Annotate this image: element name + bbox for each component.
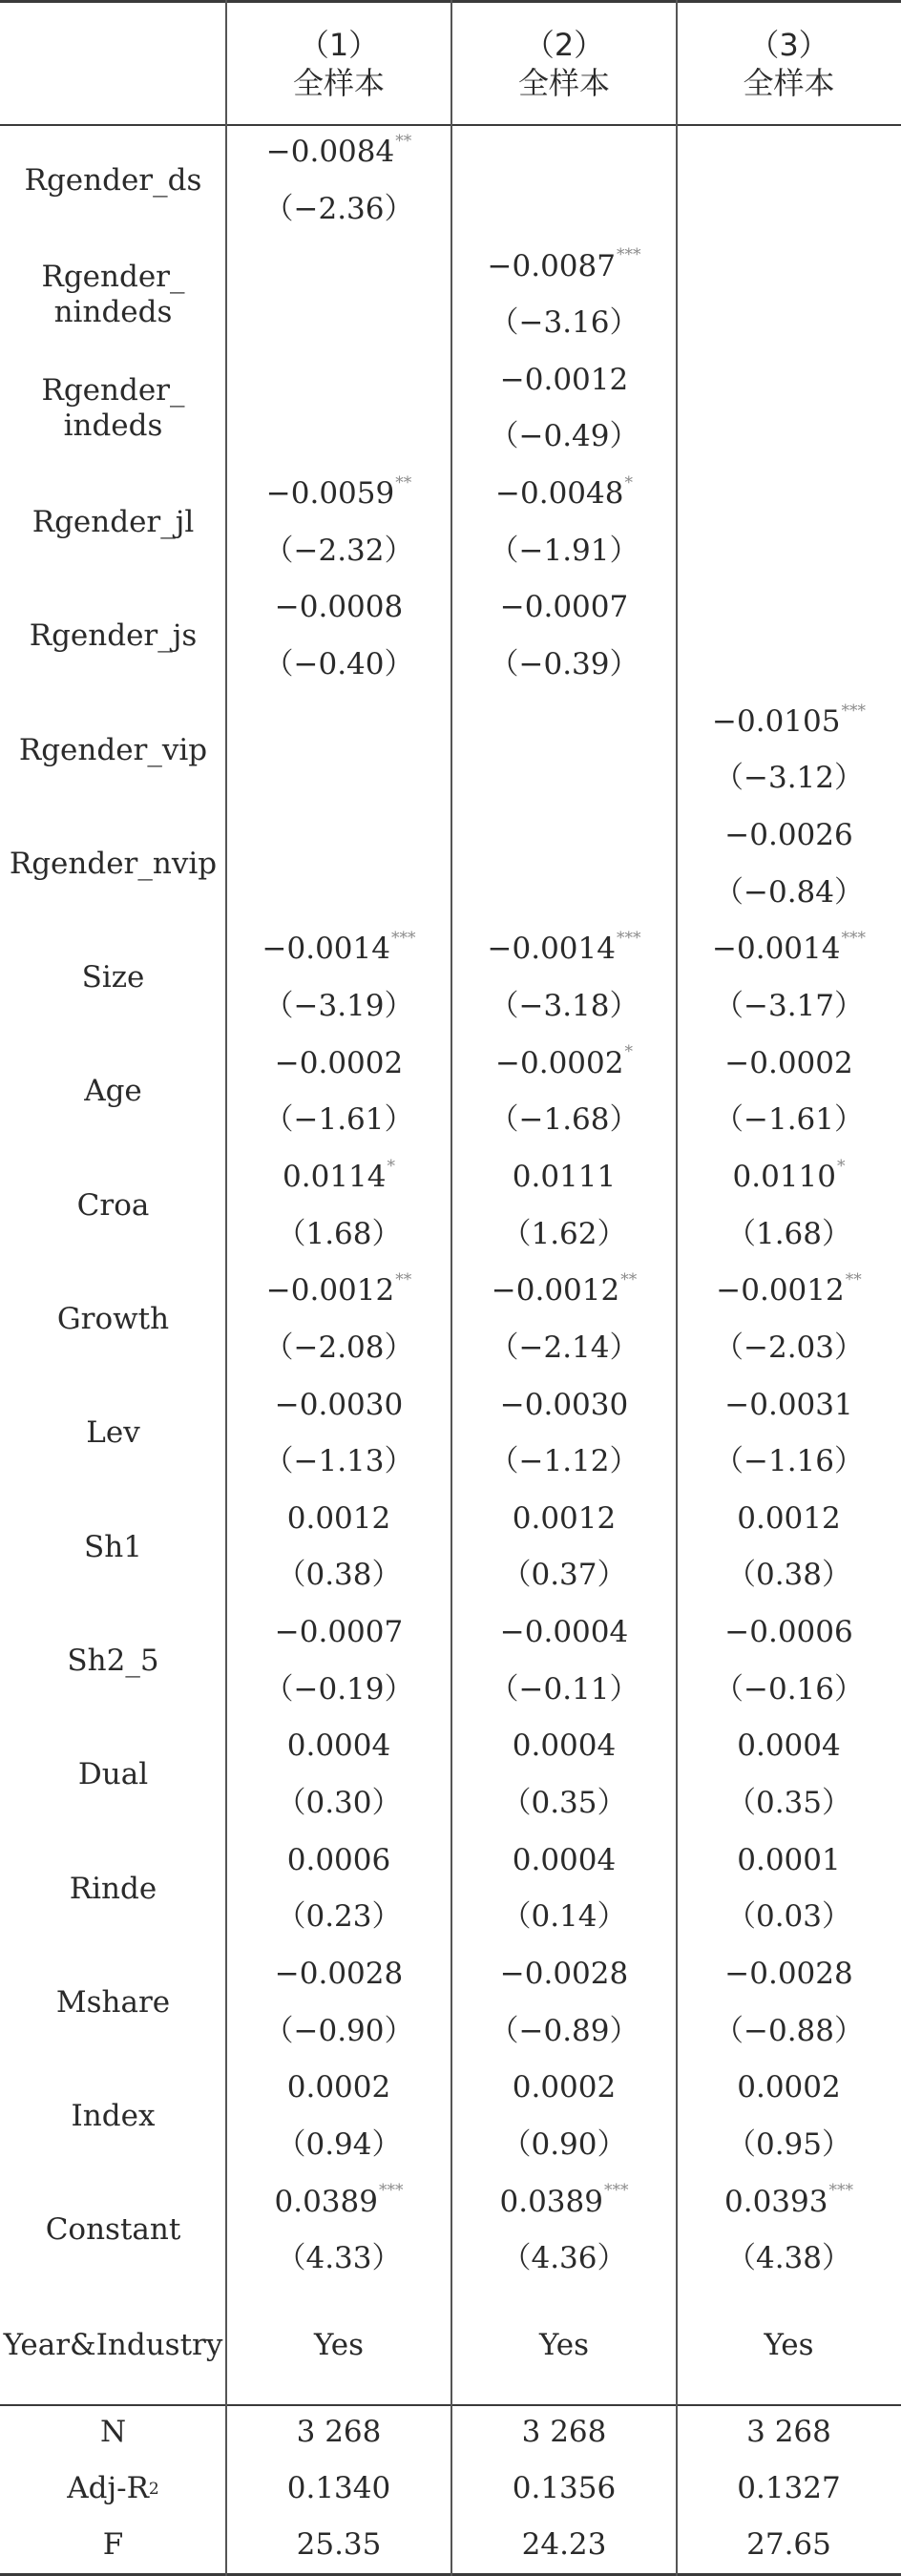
stat-value: 24.23 [521, 2526, 607, 2562]
t-statistic-cell [677, 523, 901, 580]
coefficient-cell [451, 807, 677, 865]
t-statistic-cell: （−2.08） [263, 1330, 414, 1365]
coefficient-cell [451, 2173, 677, 2230]
stat-label [0, 2517, 226, 2573]
row-label: Rgender_nvip [9, 846, 218, 881]
t-statistic-cell: （0.38） [725, 1558, 852, 1593]
coefficient-cell [226, 1035, 451, 1092]
coefficient-value: 0.0114 [283, 1159, 387, 1194]
coefficient-cell [451, 1149, 677, 1206]
stat-label-text: N [99, 2414, 127, 2449]
stat-value: 0.1356 [512, 2470, 617, 2505]
coefficient-value: −0.0012 [491, 1273, 620, 1309]
coefficient-cell [451, 1263, 677, 1320]
coefficient-cell [226, 238, 451, 295]
significance-stars: * [387, 1156, 395, 1176]
coefficient-value: 0.0012 [737, 1500, 841, 1536]
t-statistic-cell: （1.68） [725, 1216, 852, 1251]
t-statistic-cell: （−0.49） [489, 419, 639, 454]
coefficient-cell [226, 1946, 451, 2003]
coefficient-value: −0.0002 [274, 1045, 404, 1080]
coefficient-value: 0.0389 [274, 2184, 378, 2219]
coefficient-cell [451, 1718, 677, 1775]
t-statistic-cell: （4.33） [276, 2241, 402, 2276]
t-statistic-cell [226, 408, 451, 466]
coefficient-value: −0.0028 [724, 1957, 853, 1992]
row-label: Index [71, 2099, 156, 2134]
coefficient-cell [226, 579, 451, 637]
t-statistic-cell: （0.03） [725, 1899, 852, 1935]
significance-stars: ** [395, 472, 412, 492]
coefficient-cell [451, 921, 677, 978]
coefficient-cell [226, 1376, 451, 1434]
coefficient-cell [677, 1491, 901, 1548]
stat-label [0, 2404, 226, 2461]
coefficient-cell [226, 2173, 451, 2230]
coefficient-value: 0.0002 [737, 2070, 841, 2105]
coefficient-cell [451, 124, 677, 181]
coefficient-value: −0.0059 [265, 476, 395, 512]
t-statistic-cell: （0.14） [501, 1899, 627, 1935]
stat-value: 27.65 [746, 2526, 831, 2562]
t-statistic-cell [226, 295, 451, 352]
t-statistic-cell: （−0.84） [714, 874, 864, 910]
coefficient-value: 0.0001 [737, 1842, 841, 1877]
coefficient-value: 0.0012 [286, 1500, 391, 1536]
t-statistic-cell: （−1.61） [714, 1102, 864, 1138]
year-industry-label: Year&Industry [3, 2328, 223, 2363]
coefficient-cell [226, 352, 451, 409]
coefficient-cell [677, 1035, 901, 1092]
row-label: Rgender_ds [24, 163, 202, 199]
year-industry-value: Yes [764, 2328, 814, 2363]
row-label: Croa [76, 1187, 150, 1223]
coefficient-value: 0.0002 [286, 2070, 391, 2105]
coefficient-cell [451, 466, 677, 523]
row-label: Rinde [69, 1871, 157, 1906]
stat-value: 3 268 [296, 2414, 382, 2449]
coefficient-value: −0.0007 [499, 590, 629, 625]
t-statistic-cell: （−3.17） [714, 988, 864, 1023]
coefficient-value: −0.0084 [265, 135, 395, 170]
t-statistic-cell: （0.95） [725, 2126, 852, 2162]
t-statistic-cell: （−1.12） [489, 1444, 639, 1479]
coefficient-cell [226, 921, 451, 978]
t-statistic-cell [677, 295, 901, 352]
column-header-2 [451, 4, 677, 124]
coefficient-value: 0.0393 [724, 2184, 828, 2219]
stat-label-text: F [102, 2526, 124, 2562]
t-statistic-cell [677, 637, 901, 694]
row-label: Rgender_vip [18, 732, 208, 767]
significance-stars: * [624, 472, 633, 492]
row-label: Growth [56, 1302, 170, 1337]
stat-label-text: Adj-R [67, 2470, 149, 2505]
row-label: Rgender_jl [31, 504, 195, 539]
coefficient-cell [677, 921, 901, 978]
coefficient-value: 0.0004 [737, 1728, 841, 1764]
row-label: Dual [77, 1757, 149, 1792]
t-statistic-cell: （−0.16） [714, 1671, 864, 1707]
coefficient-cell [226, 2060, 451, 2117]
t-statistic-cell: （−2.32） [263, 533, 414, 568]
coefficient-cell [677, 1263, 901, 1320]
coefficient-cell [226, 1604, 451, 1662]
coefficient-value: 0.0389 [499, 2184, 603, 2219]
coefficient-cell [677, 807, 901, 865]
coefficient-value: −0.0031 [724, 1387, 853, 1422]
coefficient-cell [226, 1491, 451, 1548]
coefficient-cell [677, 694, 901, 751]
coefficient-value: −0.0028 [274, 1957, 404, 1992]
row-label: Lev [86, 1415, 140, 1451]
coefficient-cell [677, 1604, 901, 1662]
coefficient-cell [226, 1149, 451, 1206]
t-statistic-cell: （−2.14） [489, 1330, 639, 1365]
significance-stars: * [836, 1156, 846, 1176]
coefficient-cell [451, 1035, 677, 1092]
coefficient-value: −0.0014 [262, 932, 390, 967]
significance-stars: *** [378, 2181, 404, 2201]
coefficient-cell [226, 694, 451, 751]
coefficient-cell [226, 1263, 451, 1320]
row-label: Age [84, 1074, 142, 1109]
coefficient-cell [451, 352, 677, 409]
coefficient-cell [451, 579, 677, 637]
coefficient-value: −0.0030 [274, 1387, 404, 1422]
column-number: （2） [523, 27, 605, 63]
coefficient-value: −0.0002 [724, 1045, 853, 1080]
t-statistic-cell: （0.35） [725, 1786, 852, 1821]
stat-label: Adj-R 2 [67, 2470, 159, 2505]
coefficient-value: −0.0105 [712, 703, 841, 739]
t-statistic-cell: （−0.90） [263, 2013, 414, 2048]
stat-value: 25.35 [296, 2526, 382, 2562]
coefficient-value: 0.0012 [512, 1500, 617, 1536]
row-label: Rgender_ nindeds [41, 259, 185, 329]
coefficient-value: −0.0012 [499, 362, 629, 397]
coefficient-value: 0.0110 [732, 1159, 836, 1194]
coefficient-cell [677, 2173, 901, 2230]
coefficient-value: −0.0004 [499, 1615, 629, 1650]
coefficient-value: 0.0004 [512, 1842, 617, 1877]
significance-stars: *** [616, 245, 641, 265]
row-label: Sh2_5 [67, 1643, 159, 1678]
significance-stars: *** [841, 929, 866, 949]
significance-stars: *** [616, 929, 641, 949]
row-label: Constant [45, 2212, 181, 2248]
coefficient-value: 0.0006 [286, 1842, 391, 1877]
t-statistic-cell: （−3.19） [263, 988, 414, 1023]
stat-value: 0.1340 [286, 2470, 391, 2505]
t-statistic-cell: （−1.68） [489, 1102, 639, 1138]
t-statistic-cell: （−0.11） [489, 1671, 639, 1707]
coefficient-value: −0.0012 [265, 1273, 395, 1309]
coefficient-cell [677, 1149, 901, 1206]
t-statistic-cell: （−3.18） [489, 988, 639, 1023]
coefficient-cell [677, 1718, 901, 1775]
coefficient-cell [677, 238, 901, 295]
t-statistic-cell: （−3.16） [489, 305, 639, 341]
t-statistic-cell [451, 750, 677, 807]
t-statistic-cell: （0.38） [276, 1558, 402, 1593]
t-statistic-cell: （1.62） [501, 1216, 627, 1251]
coefficient-cell [451, 1946, 677, 2003]
t-statistic-cell [677, 181, 901, 239]
coefficient-value: −0.0026 [724, 818, 853, 853]
t-statistic-cell [451, 864, 677, 921]
coefficient-value: −0.0007 [274, 1615, 404, 1650]
coefficient-value: −0.0087 [487, 248, 616, 283]
coefficient-value: −0.0030 [499, 1387, 629, 1422]
significance-stars: * [624, 1042, 633, 1062]
t-statistic-cell: （−1.61） [263, 1102, 414, 1138]
coefficient-cell [226, 807, 451, 865]
coefficient-cell [677, 124, 901, 181]
coefficient-cell [677, 1833, 901, 1890]
coefficient-value: 0.0004 [512, 1728, 617, 1764]
column-label: 全样本 [517, 65, 610, 101]
t-statistic-cell: （−0.88） [714, 2013, 864, 2048]
row-label: Rgender_ indeds [41, 373, 185, 444]
t-statistic-cell [677, 408, 901, 466]
coefficient-value: −0.0014 [487, 932, 616, 967]
coefficient-cell [677, 2060, 901, 2117]
coefficient-value: 0.0111 [512, 1159, 617, 1194]
coefficient-value: −0.0002 [495, 1045, 624, 1080]
t-statistic-cell: （1.68） [276, 1216, 402, 1251]
significance-stars: ** [845, 1270, 862, 1289]
stat-value: 3 268 [521, 2414, 607, 2449]
t-statistic-cell: （−2.36） [263, 191, 414, 226]
coefficient-cell [677, 1946, 901, 2003]
t-statistic-cell: （−0.89） [489, 2013, 639, 2048]
column-label: 全样本 [743, 65, 835, 101]
coefficient-cell [677, 352, 901, 409]
column-number: （1） [298, 27, 380, 63]
coefficient-cell [451, 238, 677, 295]
coefficient-cell [451, 1604, 677, 1662]
row-label: Rgender_js [29, 618, 198, 654]
coefficient-cell [226, 1833, 451, 1890]
significance-stars: *** [828, 2181, 853, 2201]
column-number: （3） [748, 27, 829, 63]
coefficient-value: −0.0048 [495, 476, 624, 512]
column-label: 全样本 [292, 65, 385, 101]
t-statistic-cell: （0.23） [276, 1899, 402, 1935]
t-statistic-cell: （−1.13） [263, 1444, 414, 1479]
t-statistic-cell: （0.90） [501, 2126, 627, 2162]
t-statistic-cell: （4.36） [501, 2241, 627, 2276]
t-statistic-cell: （0.94） [276, 2126, 402, 2162]
coefficient-value: 0.0004 [286, 1728, 391, 1764]
coefficient-cell [451, 694, 677, 751]
significance-stars: ** [395, 132, 412, 151]
coefficient-value: −0.0028 [499, 1957, 629, 1992]
t-statistic-cell: （−3.12） [714, 761, 864, 796]
t-statistic-cell: （0.37） [501, 1558, 627, 1593]
year-industry-value: Yes [313, 2328, 365, 2363]
significance-stars: *** [841, 701, 866, 721]
t-statistic-cell: （−0.39） [489, 647, 639, 682]
significance-stars: *** [390, 929, 416, 949]
year-industry-value: Yes [538, 2328, 590, 2363]
coefficient-value: −0.0012 [716, 1273, 845, 1309]
t-statistic-cell: （0.35） [501, 1786, 627, 1821]
coefficient-cell [677, 579, 901, 637]
coefficient-cell [226, 1718, 451, 1775]
significance-stars: ** [395, 1270, 412, 1289]
coefficient-value: 0.0002 [512, 2070, 617, 2105]
coefficient-cell [451, 1833, 677, 1890]
coefficient-cell [677, 466, 901, 523]
coefficient-cell [226, 124, 451, 181]
t-statistic-cell [226, 750, 451, 807]
t-statistic-cell: （0.30） [276, 1786, 402, 1821]
row-label: Size [81, 960, 145, 995]
t-statistic-cell [451, 181, 677, 239]
coefficient-cell [451, 1491, 677, 1548]
row-label: Sh1 [84, 1529, 142, 1564]
row-label: Mshare [55, 1984, 171, 2020]
column-header-1 [226, 4, 451, 124]
t-statistic-cell: （−0.19） [263, 1671, 414, 1707]
coefficient-value: −0.0006 [724, 1615, 853, 1650]
t-statistic-cell: （−0.40） [263, 647, 414, 682]
coefficient-cell [677, 1376, 901, 1434]
stat-value: 3 268 [746, 2414, 831, 2449]
coefficient-value: −0.0014 [712, 932, 841, 967]
t-statistic-cell: （−1.91） [489, 533, 639, 568]
coefficient-value: −0.0008 [274, 590, 404, 625]
significance-stars: ** [620, 1270, 638, 1289]
t-statistic-cell [226, 864, 451, 921]
coefficient-cell [451, 2060, 677, 2117]
t-statistic-cell: （−2.03） [714, 1330, 864, 1365]
t-statistic-cell: （−1.16） [714, 1444, 864, 1479]
coefficient-cell [451, 1376, 677, 1434]
significance-stars: *** [603, 2181, 629, 2201]
coefficient-cell [226, 466, 451, 523]
stat-value: 0.1327 [737, 2470, 841, 2505]
column-header-3 [677, 4, 901, 124]
t-statistic-cell: （4.38） [725, 2241, 852, 2276]
